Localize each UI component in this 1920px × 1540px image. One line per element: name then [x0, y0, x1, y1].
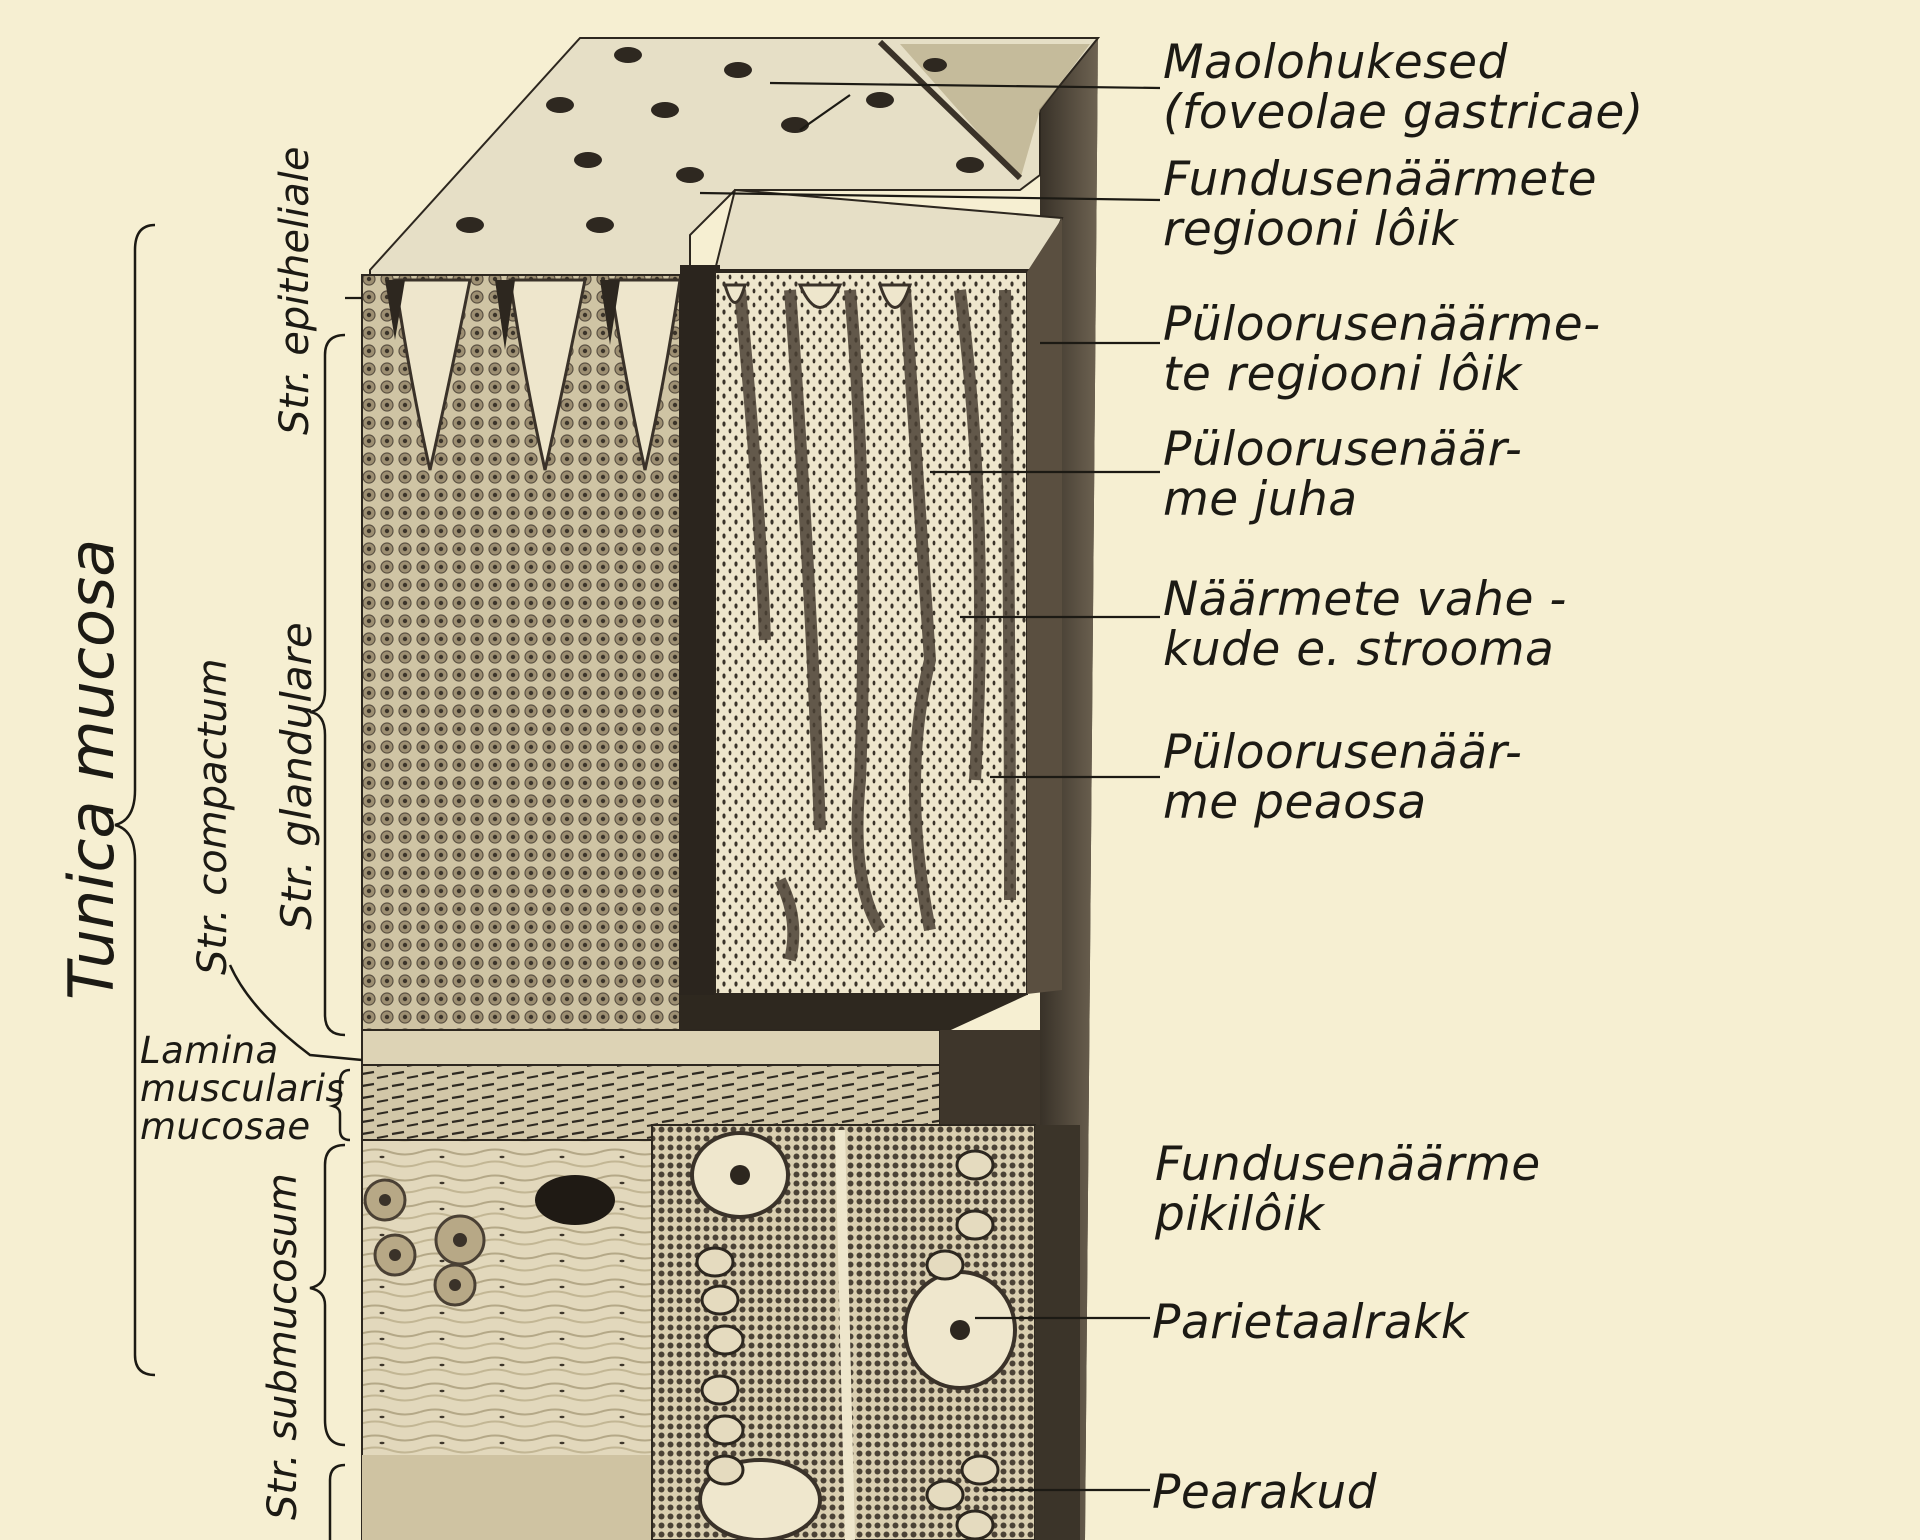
label-chief-cells: Pearakud [1152, 1465, 1378, 1520]
label-str-submucosum: Str. submucosum [260, 1173, 306, 1520]
label-fundus-region: Fundusenäärmete regiooni lôik [1163, 152, 1597, 257]
braces [115, 225, 362, 1540]
label-pyloric-region: Püloorusenäärme- te regiooni lôik [1163, 297, 1601, 402]
label-stroma: Näärmete vahe - kude e. strooma [1163, 572, 1567, 677]
label-str-compactum: Str. compactum [190, 658, 236, 975]
label-pyloric-body: Püloorusenäär- me peaosa [1163, 725, 1523, 830]
label-lamina-muscularis-mucosae: Lamina muscularis mucosae [140, 1029, 346, 1148]
label-str-glandulare: Str. glandulare [272, 622, 321, 930]
label-maolohukesed: Maolohukesed (foveolae gastricae) [1163, 35, 1644, 140]
label-fundus-longitudinal: Fundusenäärme pikilôik [1155, 1137, 1541, 1242]
label-pyloric-duct: Püloorusenäär- me juha [1163, 422, 1523, 527]
label-tunica-mucosa: Tunica mucosa [55, 538, 128, 1000]
label-parietal-cell: Parietaalrakk [1152, 1295, 1469, 1350]
label-str-epitheliale: Str. epitheliale [272, 146, 318, 435]
